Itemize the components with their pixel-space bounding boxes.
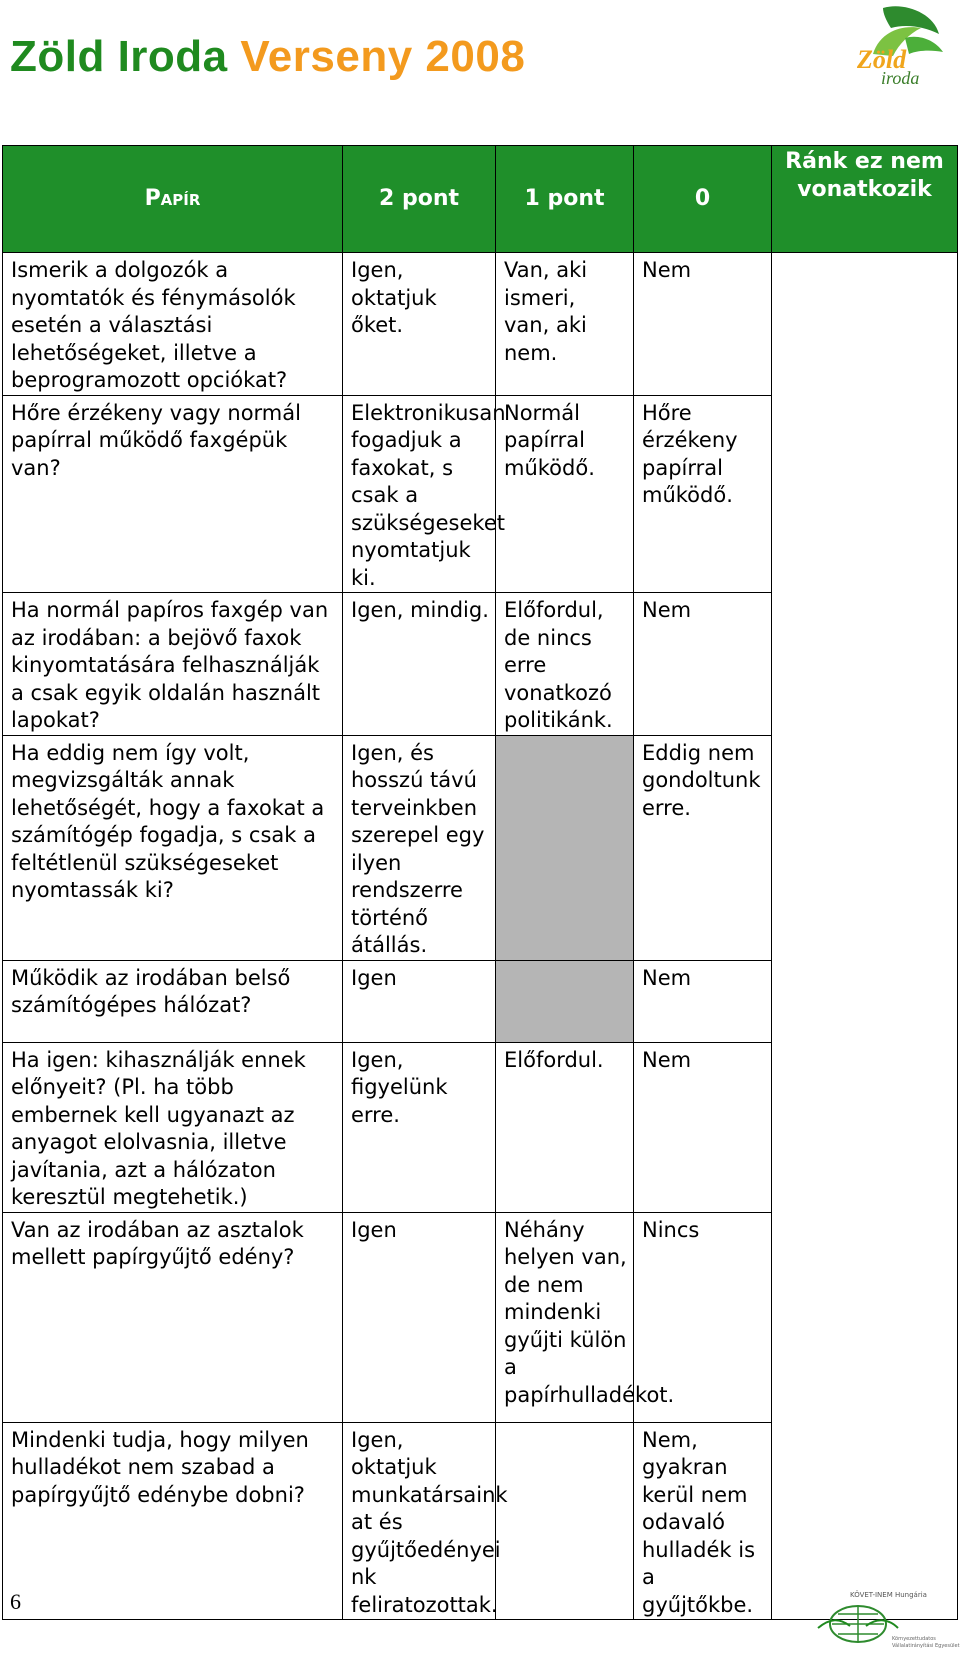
answer-2pont: Igen (343, 960, 496, 1042)
answer-0: Nem (634, 1042, 772, 1212)
answer-1pont: Normál papírral működő. (496, 395, 634, 593)
svg-text:Zöld: Zöld (857, 45, 907, 74)
col-header-2pont: 2 pont (343, 146, 496, 253)
answer-2pont: Igen, és hosszú távú terveinkben szerepel egy ilyen rendszerre történő átállás. (343, 735, 496, 960)
not-applicable-cell (772, 1042, 958, 1620)
answer-0: Nem (634, 253, 772, 396)
question-cell: Van az irodában az asztalok mellett papírgyűjtő edény? (3, 1212, 343, 1422)
answer-2pont: Igen, figyelünk erre. (343, 1042, 496, 1212)
svg-text:Vállalatirányítási Egyesület: Vállalatirányítási Egyesület (892, 1643, 960, 1649)
col-header-not-applicable: Ránk ez nem vonatkozik (772, 146, 958, 253)
title-part2: Verseny 2008 (240, 32, 526, 81)
answer-2pont: Igen, oktatjuk munkatársaink at és gyűjtőedényei nk feliratozottak. (343, 1422, 496, 1620)
not-applicable-cell (772, 253, 958, 1043)
zold-iroda-logo (843, 4, 951, 88)
answer-1pont: Néhány helyen van, de nem mindenki gyűjti külön a papírhulladékot. (496, 1212, 634, 1422)
answer-1pont: Van, aki ismeri, van, aki nem. (496, 253, 634, 396)
answer-0: Nem, gyakran kerül nem odavaló hulladék is a gyűjtőkbe. (634, 1422, 772, 1620)
table-header-row (3, 146, 958, 253)
answer-1pont: Előfordul, de nincs erre vonatkozó politikánk. (496, 593, 634, 736)
kovet-inem-logo (810, 1588, 960, 1654)
question-cell: Mindenki tudja, hogy milyen hulladékot nem szabad a papírgyűjtő edénybe dobni? (3, 1422, 343, 1620)
answer-2pont: Igen (343, 1212, 496, 1422)
answer-1pont-shaded (496, 735, 634, 960)
answer-2pont: Igen, oktatjuk őket. (343, 253, 496, 396)
answer-0: Nem (634, 593, 772, 736)
answer-1pont (496, 1422, 634, 1620)
answer-0: Hőre érzékeny papírral működő. (634, 395, 772, 593)
question-cell: Ha normál papíros faxgép van az irodában: a bejövő faxok kinyomtatására felhasználják a csak egyik oldalán használt lapokat? (3, 593, 343, 736)
col-header-1pont: 1 pont (496, 146, 634, 253)
col-header-paper: Papír (3, 146, 343, 253)
svg-text:Környezettudatos: Környezettudatos (892, 1636, 936, 1642)
svg-text:iroda: iroda (881, 68, 920, 88)
table-row (3, 253, 958, 396)
title-part1: Zöld Iroda (10, 32, 228, 81)
question-cell: Ha eddig nem így volt, megvizsgálták annak lehetőségét, hogy a faxokat a számítógép fogadja, s csak a feltétlenül szükségeseket nyomtassák ki? (3, 735, 343, 960)
answer-0: Nincs (634, 1212, 772, 1422)
table-row (3, 1042, 958, 1212)
page-title (10, 32, 525, 82)
page-number: 6 (10, 1589, 21, 1614)
answer-0: Eddig nem gondoltunk erre. (634, 735, 772, 960)
svg-text:KÖVET-INEM Hungária: KÖVET-INEM Hungária (850, 1591, 927, 1599)
question-cell: Ismerik a dolgozók a nyomtatók és fénymásolók esetén a választási lehetőségeket, illetve a beprogramozott opciókat? (3, 253, 343, 396)
answer-0: Nem (634, 960, 772, 1042)
answer-1pont-shaded (496, 960, 634, 1042)
question-cell: Ha igen: kihasználják ennek előnyeit? (Pl. ha több embernek kell ugyanazt az anyagot elolvasnia, illetve javítania, azt a hálózaton keresztül megtehetik.) (3, 1042, 343, 1212)
question-cell: Hőre érzékeny vagy normál papírral működő faxgépük van? (3, 395, 343, 593)
paper-criteria-table (2, 145, 958, 1620)
answer-1pont: Előfordul. (496, 1042, 634, 1212)
col-header-0: 0 (634, 146, 772, 253)
question-cell: Működik az irodában belső számítógépes hálózat? (3, 960, 343, 1042)
answer-2pont: Igen, mindig. (343, 593, 496, 736)
answer-2pont: Elektronikusan fogadjuk a faxokat, s csak a szükségeseket nyomtatjuk ki. (343, 395, 496, 593)
